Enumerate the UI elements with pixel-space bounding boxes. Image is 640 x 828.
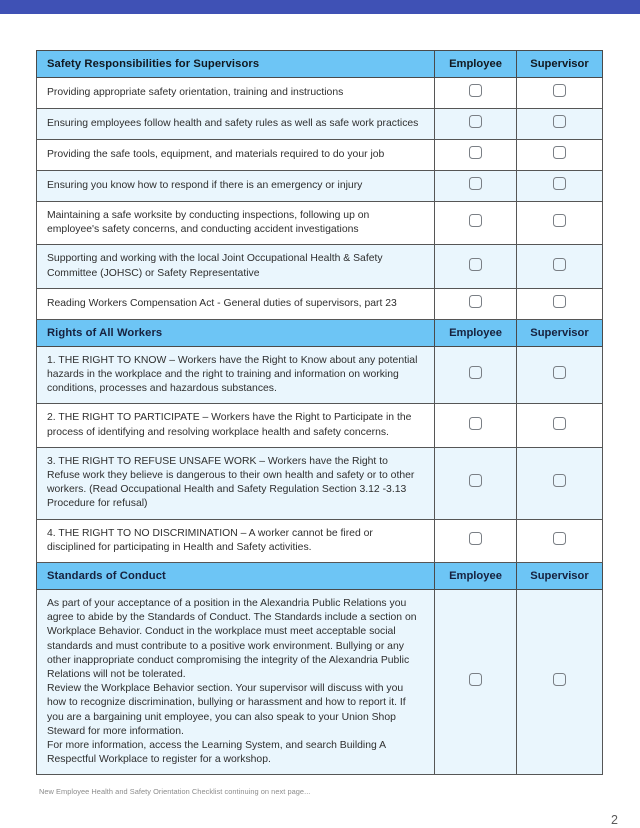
checkbox-icon[interactable] [553,295,566,308]
row-description: 3. THE RIGHT TO REFUSE UNSAFE WORK – Workers have the Right to Refuse work they believe is dangerous to their own health and safety or to other workers. (Read Occupational Health and Safety Regulation Section 3.12 -3.13 Procedure for refusal) [37,447,435,519]
table-row [37,404,603,447]
table-row [37,78,603,109]
page-number: 2 [611,813,618,827]
checkbox-icon[interactable] [553,673,566,686]
employee-checkbox-cell[interactable] [435,245,517,288]
column-header-supervisor: Supervisor [517,319,603,346]
section-header-rights-of-all-workers [37,319,603,346]
employee-checkbox-cell[interactable] [435,202,517,245]
employee-checkbox-cell[interactable] [435,288,517,319]
checkbox-icon[interactable] [469,214,482,227]
row-description: Ensuring employees follow health and safety rules as well as safe work practices [37,109,435,140]
employee-checkbox-cell[interactable] [435,109,517,140]
row-description: 1. THE RIGHT TO KNOW – Workers have the Right to Know about any potential hazards in the workplace and the right to training and information on working conditions, processes and hazardous substances. [37,346,435,404]
checkbox-icon[interactable] [553,258,566,271]
checkbox-icon[interactable] [469,84,482,97]
checkbox-icon[interactable] [469,258,482,271]
table-row [37,346,603,404]
supervisor-checkbox-cell[interactable] [517,590,603,775]
section-header-safety-responsibilities [37,51,603,78]
supervisor-checkbox-cell[interactable] [517,288,603,319]
employee-checkbox-cell[interactable] [435,590,517,775]
supervisor-checkbox-cell[interactable] [517,245,603,288]
checkbox-icon[interactable] [553,214,566,227]
checkbox-icon[interactable] [553,532,566,545]
footer-note: New Employee Health and Safety Orientation Checklist continuing on next page... [39,787,311,796]
row-description: Providing appropriate safety orientation, training and instructions [37,78,435,109]
table-row [37,109,603,140]
supervisor-checkbox-cell[interactable] [517,519,603,562]
document-page [0,14,640,828]
table-row [37,288,603,319]
table-row [37,590,603,775]
row-description: 2. THE RIGHT TO PARTICIPATE – Workers have the Right to Participate in the process of identifying and resolving workplace health and safety concerns. [37,404,435,447]
row-description: Reading Workers Compensation Act - General duties of supervisors, part 23 [37,288,435,319]
row-description: 4. THE RIGHT TO NO DISCRIMINATION – A worker cannot be fired or disciplined for participating in Health and Safety activities. [37,519,435,562]
supervisor-checkbox-cell[interactable] [517,140,603,171]
supervisor-checkbox-cell[interactable] [517,202,603,245]
checkbox-icon[interactable] [469,115,482,128]
table-row [37,447,603,519]
column-header-supervisor: Supervisor [517,563,603,590]
checkbox-icon[interactable] [469,177,482,190]
safety-orientation-checklist-table [36,50,603,775]
checkbox-icon[interactable] [469,146,482,159]
checkbox-icon[interactable] [553,115,566,128]
supervisor-checkbox-cell[interactable] [517,109,603,140]
column-header-employee: Employee [435,51,517,78]
table-row [37,140,603,171]
checkbox-icon[interactable] [469,673,482,686]
conduct-paragraph-2: Review the Workplace Behavior section. Your supervisor will discuss with you how to recognize discrimination, bullying or harassment and how to report it. If you are a bargaining unit employee, you can also speak to your Union Shop Steward for more information. [47,683,406,737]
row-description: Maintaining a safe worksite by conducting inspections, following up on employee's safety concerns, and conducting accident investigations [37,202,435,245]
supervisor-checkbox-cell[interactable] [517,447,603,519]
row-description: Ensuring you know how to respond if there is an emergency or injury [37,171,435,202]
supervisor-checkbox-cell[interactable] [517,78,603,109]
checkbox-icon[interactable] [469,295,482,308]
checkbox-icon[interactable] [553,366,566,379]
checkbox-icon[interactable] [553,474,566,487]
employee-checkbox-cell[interactable] [435,346,517,404]
supervisor-checkbox-cell[interactable] [517,404,603,447]
conduct-paragraph-3: For more information, access the Learning System, and search Building A Respectful Workplace to register for a workshop. [47,740,386,766]
checkbox-icon[interactable] [553,417,566,430]
section-title: Safety Responsibilities for Supervisors [37,51,435,78]
row-description [37,590,435,775]
checkbox-icon[interactable] [469,474,482,487]
row-description: Providing the safe tools, equipment, and materials required to do your job [37,140,435,171]
supervisor-checkbox-cell[interactable] [517,346,603,404]
supervisor-checkbox-cell[interactable] [517,171,603,202]
checkbox-icon[interactable] [553,177,566,190]
employee-checkbox-cell[interactable] [435,140,517,171]
row-description: Supporting and working with the local Joint Occupational Health & Safety Committee (JOHSC) or Safety Representative [37,245,435,288]
table-row [37,245,603,288]
table-row [37,171,603,202]
section-title: Rights of All Workers [37,319,435,346]
employee-checkbox-cell[interactable] [435,171,517,202]
table-row [37,519,603,562]
column-header-employee: Employee [435,319,517,346]
employee-checkbox-cell[interactable] [435,447,517,519]
section-title: Standards of Conduct [37,563,435,590]
employee-checkbox-cell[interactable] [435,519,517,562]
employee-checkbox-cell[interactable] [435,404,517,447]
checkbox-icon[interactable] [553,146,566,159]
column-header-supervisor: Supervisor [517,51,603,78]
checkbox-icon[interactable] [469,532,482,545]
section-header-standards-of-conduct [37,563,603,590]
table-row [37,202,603,245]
checkbox-icon[interactable] [469,417,482,430]
employee-checkbox-cell[interactable] [435,78,517,109]
column-header-employee: Employee [435,563,517,590]
top-accent-bar [0,0,640,14]
conduct-paragraph-1: As part of your acceptance of a position in the Alexandria Public Relations you agree to abide by the Standards of Conduct. The Standards include a section on Workplace Behavior. Conduct in the workplace must meet acceptable social standards and must contribute to a positive work environment. Bullying or any other inappropriate conduct compromising the integrity of the Alexandria Public Relations will not be tolerated. [47,598,417,681]
checkbox-icon[interactable] [553,84,566,97]
checkbox-icon[interactable] [469,366,482,379]
